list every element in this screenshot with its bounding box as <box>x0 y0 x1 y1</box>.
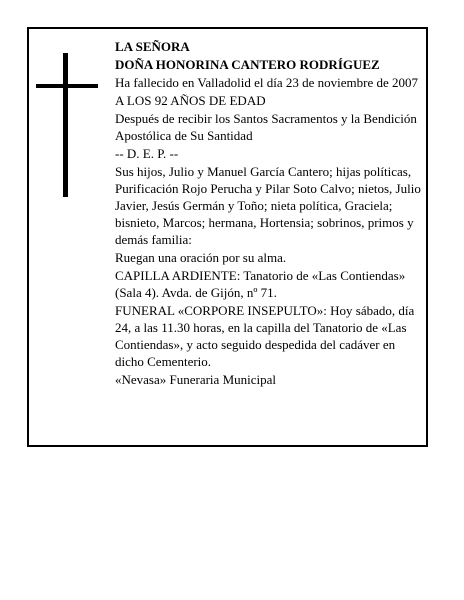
cross-icon <box>36 53 98 197</box>
rip-line: -- D. E. P. -- <box>115 146 179 161</box>
sacraments-statement: Después de recibir los Santos Sacramentos y la Bendición Apostólica de Su Santidad <box>115 111 417 143</box>
family-statement: Sus hijos, Julio y Manuel García Cantero; hijas políticas, Purificación Rojo Perucha y Pilar Soto Calvo; nietos, Julio Javier, Jesús Germán y Toño; nieta política, Graciela; bisnieto, Marcos; hermana, Hortensia; sobrinos, primos y demás familia: <box>115 164 421 247</box>
funeral-home: «Nevasa» Funeraria Municipal <box>115 372 277 387</box>
cross-horizontal-bar <box>36 84 98 88</box>
chapel-info: CAPILLA ARDIENTE: Tanatorio de «Las Contiendas» (Sala 4). Avda. de Gijón, nº 71. <box>115 268 406 300</box>
death-statement: Ha fallecido en Valladolid el día 23 de noviembre de 2007 <box>115 75 418 90</box>
funeral-info: FUNERAL «CORPORE INSEPULTO»: Hoy sábado, día 24, a las 11.30 horas, en la capilla del Tanatorio de «Las Contiendas», y acto seguido despedida del cadáver en dicho Cementerio. <box>115 303 415 369</box>
cross-vertical-bar <box>63 53 68 197</box>
obituary-text <box>115 38 425 389</box>
age-statement: A LOS 92 AÑOS DE EDAD <box>115 93 266 108</box>
prayer-request: Ruegan una oración por su alma. <box>115 250 287 265</box>
notice-title: LA SEÑORA <box>115 39 190 54</box>
deceased-name: DOÑA HONORINA CANTERO RODRÍGUEZ <box>115 57 380 72</box>
